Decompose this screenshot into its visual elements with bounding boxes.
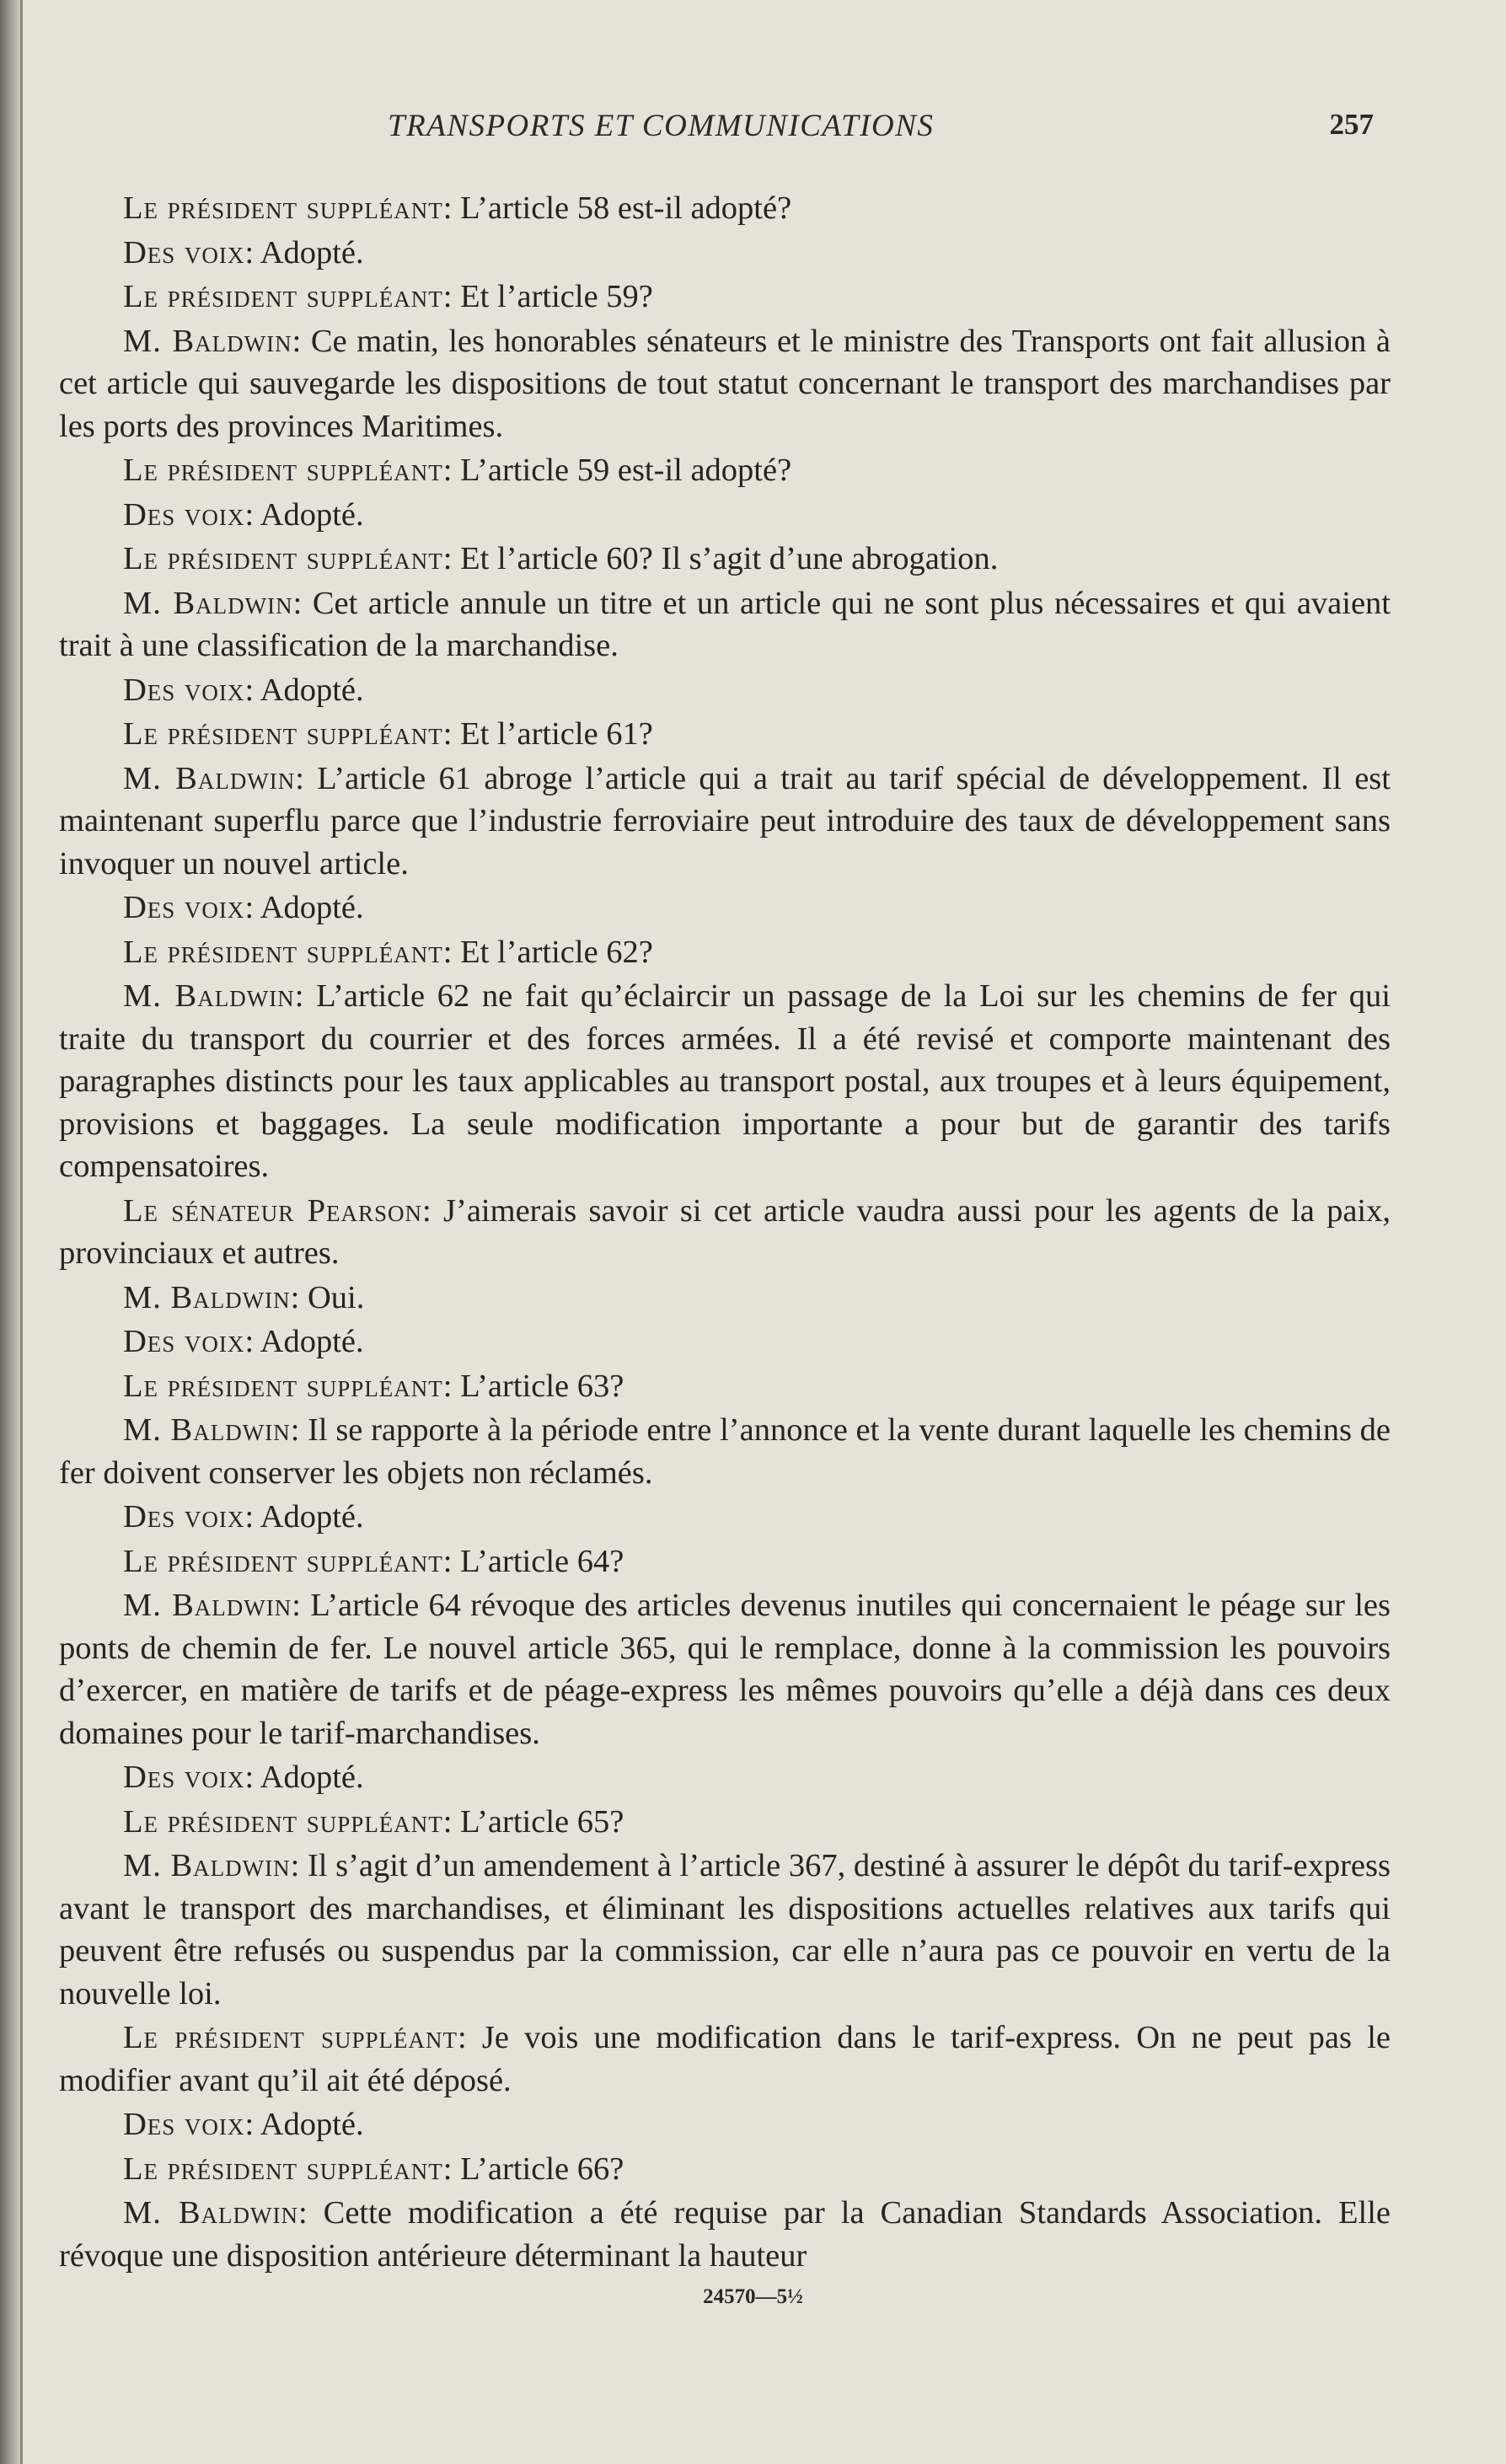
speaker-separator: :	[244, 890, 260, 925]
speaker-name: Le président suppléant	[123, 1543, 443, 1579]
speech-text: Ce matin, les honorables sénateurs et le ministre des Transports ont fait allusion à cet article qui sauvegarde les dispositions de tout statut concernant le transport des marchandises par les ports des provinces Maritimes.	[59, 323, 1391, 444]
transcript-paragraph	[59, 1320, 1391, 1363]
speaker-name: Le président suppléant	[123, 279, 443, 314]
speaker-separator: :	[244, 2107, 260, 2142]
speech-text: Adopté.	[260, 1499, 364, 1535]
printer-code: 24570—5½	[703, 2285, 803, 2308]
transcript-paragraph	[59, 2192, 1391, 2277]
speaker-name: M. Baldwin	[123, 760, 296, 796]
transcript-paragraph	[59, 2017, 1391, 2102]
speech-text: L’article 63?	[460, 1368, 624, 1404]
transcript-paragraph	[59, 1584, 1391, 1754]
speaker-name: M. Baldwin	[123, 978, 295, 1014]
speaker-name: Des voix	[123, 234, 245, 271]
speaker-separator: :	[442, 541, 461, 576]
speaker-name: Le président suppléant	[123, 934, 443, 970]
transcript-paragraph	[59, 582, 1391, 667]
speaker-separator: :	[295, 760, 318, 796]
transcript-paragraph	[59, 187, 1391, 230]
speech-text: L’article 66?	[460, 2151, 624, 2187]
speaker-name: Des voix	[123, 1499, 245, 1535]
speaker-name: Des voix	[123, 1760, 245, 1795]
speaker-separator: :	[292, 323, 311, 359]
transcript-paragraph	[59, 975, 1391, 1188]
page-binding	[0, 0, 20, 2464]
speaker-name: Le président suppléant	[123, 1368, 443, 1404]
speaker-separator: :	[244, 496, 260, 533]
transcript-paragraph	[59, 494, 1391, 537]
speech-text: Adopté.	[260, 890, 364, 925]
speaker-name: Le sénateur Pearson	[123, 1192, 423, 1229]
transcript-paragraph	[59, 1845, 1391, 2015]
speech-text: Adopté.	[260, 1760, 364, 1795]
speech-text: Adopté.	[260, 672, 364, 708]
transcript-paragraph	[59, 2148, 1391, 2191]
speech-text: L’article 59 est-il adopté?	[460, 453, 792, 488]
transcript-paragraph	[59, 758, 1391, 886]
speech-text: Adopté.	[260, 2107, 364, 2142]
speaker-separator: :	[442, 2151, 461, 2187]
speech-text: L’article 64?	[460, 1543, 624, 1579]
speech-text: Et l’article 61?	[460, 716, 653, 752]
speech-text: Cet article annule un titre et un article qui ne sont plus nécessaires et qui avaient trait à une classification de la marchandise.	[59, 585, 1391, 663]
speaker-name: Des voix	[123, 496, 245, 533]
speaker-name: Des voix	[123, 672, 245, 708]
transcript-paragraph	[59, 320, 1391, 448]
speech-text: Oui.	[307, 1279, 365, 1315]
speaker-name: M. Baldwin	[123, 585, 293, 621]
speaker-separator: :	[442, 1543, 461, 1579]
speech-text: Il se rapporte à la période entre l’annonce et la vente durant laquelle les chemins de fer doivent conserver les objets non réclamés.	[59, 1412, 1391, 1491]
speaker-separator: :	[292, 1588, 311, 1623]
transcript-paragraph	[59, 232, 1391, 275]
speech-text: Je vois une modification dans le tarif-express. On ne peut pas le modifier avant qu’il ait été déposé.	[59, 2020, 1391, 2098]
speaker-separator: :	[422, 1192, 444, 1229]
speaker-name: Le président suppléant	[123, 541, 443, 576]
speech-text: Adopté.	[260, 234, 364, 271]
speech-text: L’article 64 révoque des articles devenus inutiles qui concernaient le péage sur les ponts de chemin de fer. Le nouvel article 365, qui le remplace, donne à la commission les pouvoirs d’exercer, en matière de tarifs et de péage-express les mêmes pouvoirs qu’elle a déjà dans ces deux domaines pour le tarif-marchandises.	[59, 1588, 1391, 1751]
transcript-paragraph	[59, 931, 1391, 974]
speech-text: Et l’article 60? Il s’agit d’une abrogation.	[460, 541, 999, 576]
speaker-name: Des voix	[123, 890, 245, 925]
running-title: TRANSPORTS ET COMMUNICATIONS	[388, 109, 935, 143]
transcript-body	[59, 187, 1391, 2279]
speaker-name: Le président suppléant	[123, 2020, 458, 2055]
speech-text: Il s’agit d’un amendement à l’article 367, destiné à assurer le dépôt du tarif-express avant le transport des marchandises, et éliminant les dispositions actuelles relatives aux tarifs qui peuvent être refusés ou suspendus par la commission, car elle n’aura pas ce pouvoir en vertu de la nouvelle loi.	[59, 1848, 1391, 2011]
speaker-separator: :	[457, 2020, 482, 2055]
transcript-paragraph	[59, 1801, 1391, 1844]
speech-text: Adopté.	[260, 1324, 364, 1359]
speaker-separator: :	[442, 1803, 461, 1840]
transcript-paragraph	[59, 887, 1391, 929]
speaker-separator: :	[442, 453, 461, 488]
speaker-separator: :	[244, 1499, 260, 1535]
speaker-separator: :	[244, 234, 260, 271]
transcript-paragraph	[59, 538, 1391, 581]
speaker-name: M. Baldwin	[123, 1848, 291, 1883]
transcript-paragraph	[59, 1277, 1391, 1320]
speaker-separator: :	[290, 1279, 308, 1315]
transcript-paragraph	[59, 1496, 1391, 1539]
transcript-paragraph	[59, 669, 1391, 712]
binding-edge	[20, 0, 23, 2464]
transcript-paragraph	[59, 449, 1391, 492]
speaker-name: M. Baldwin	[123, 1412, 291, 1448]
speaker-separator: :	[294, 978, 317, 1014]
speaker-separator: :	[290, 1848, 308, 1883]
speaker-name: Le président suppléant	[123, 190, 443, 226]
speaker-name: M. Baldwin	[123, 1279, 291, 1315]
speech-text: Et l’article 59?	[460, 279, 653, 314]
speech-text: L’article 61 abroge l’article qui a trait au tarif spécial de développement. Il est maintenant superflu parce que l’industrie ferroviaire peut introduire des taux de développement sans invoquer un nouvel article.	[59, 760, 1391, 881]
speech-text: J’aimerais savoir si cet article vaudra aussi pour les agents de la paix, provinciaux et autres.	[59, 1192, 1391, 1271]
transcript-paragraph	[59, 1409, 1391, 1494]
speaker-separator: :	[244, 1324, 260, 1359]
speaker-separator: :	[442, 279, 461, 314]
transcript-paragraph	[59, 1756, 1391, 1799]
speaker-separator: :	[290, 1412, 308, 1448]
speaker-name: Le président suppléant	[123, 2151, 443, 2187]
speaker-separator: :	[442, 1368, 461, 1404]
transcript-paragraph	[59, 276, 1391, 319]
transcript-paragraph	[59, 1190, 1391, 1275]
transcript-paragraph	[59, 713, 1391, 756]
speaker-separator: :	[442, 190, 461, 226]
speaker-separator: :	[292, 585, 313, 621]
speaker-name: M. Baldwin	[123, 1588, 292, 1623]
speech-text: L’article 58 est-il adopté?	[460, 190, 792, 226]
speaker-name: Le président suppléant	[123, 1803, 443, 1840]
speaker-separator: :	[442, 934, 461, 970]
speaker-name: Le président suppléant	[123, 716, 443, 752]
page-number: 257	[1329, 108, 1374, 141]
speech-text: Et l’article 62?	[460, 934, 653, 970]
speaker-name: M. Baldwin	[123, 323, 292, 359]
speaker-separator: :	[297, 2195, 324, 2231]
speech-text: L’article 65?	[460, 1803, 624, 1840]
speech-text: Adopté.	[260, 496, 364, 533]
speaker-separator: :	[442, 716, 461, 752]
speaker-name: M. Baldwin	[123, 2195, 298, 2231]
speaker-name: Des voix	[123, 2107, 245, 2142]
speaker-separator: :	[244, 672, 260, 708]
speaker-separator: :	[244, 1760, 260, 1795]
transcript-paragraph	[59, 1365, 1391, 1408]
transcript-paragraph	[59, 2103, 1391, 2146]
running-header	[388, 108, 1374, 158]
speech-text: L’article 62 ne fait qu’éclaircir un passage de la Loi sur les chemins de fer qui traite du transport du courrier et des forces armées. Il a été revisé et comporte maintenant des paragraphes distincts pour les taux applicables au transport postal, aux troupes et à leurs équipement, provisions et baggages. La seule modification importante a pour but de garantir des tarifs compensatoires.	[59, 978, 1391, 1184]
speaker-name: Le président suppléant	[123, 453, 443, 488]
speaker-name: Des voix	[123, 1324, 245, 1359]
transcript-paragraph	[59, 1540, 1391, 1583]
speech-text: Cette modification a été requise par la Canadian Standards Association. Elle révoque une disposition antérieure déterminant la hauteur	[59, 2195, 1391, 2274]
